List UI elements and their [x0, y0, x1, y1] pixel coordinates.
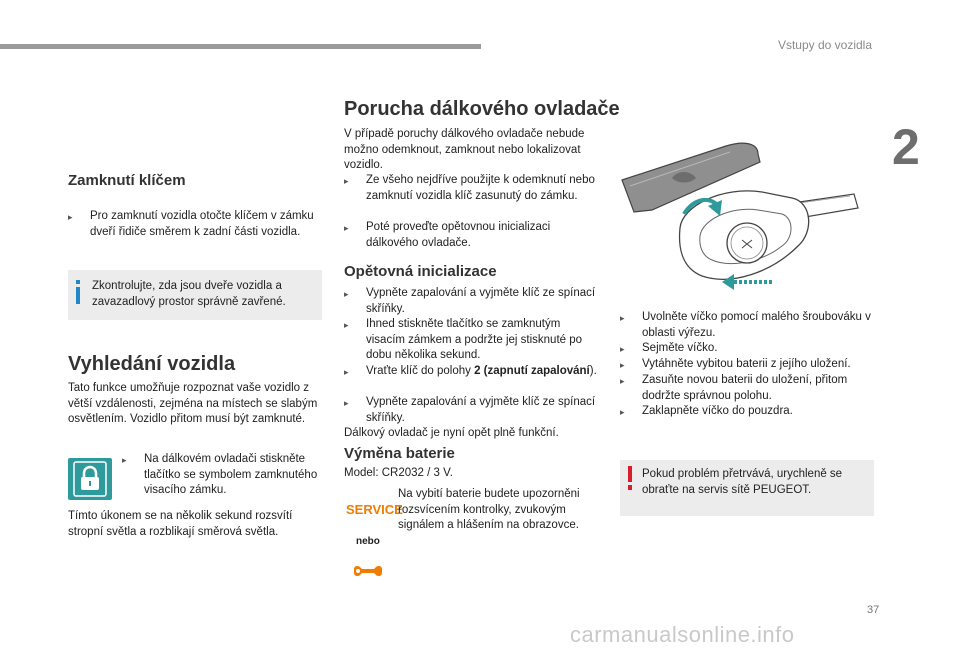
bullet-marker-icon: ▸	[344, 176, 349, 186]
bullet-marker-icon: ▸	[620, 407, 625, 417]
bullet-marker-icon: ▸	[620, 376, 625, 386]
bullet-marker-icon: ▸	[344, 367, 349, 377]
bullet-marker-icon: ▸	[344, 398, 349, 408]
locate-bullet: ▸ Na dálkovém ovladači stiskněte tlačítko se symbolem zamknutého visacího zámku.	[122, 452, 320, 499]
remote-failure-bullet-1: ▸ Ze všeho nejdříve použijte k odemknutí nebo zamknutí vozidla klíč zasunutý do zámku.	[344, 173, 600, 204]
page-number: 37	[867, 604, 880, 616]
warning-text: Pokud problém přetrvává, urychleně se obraťte na servis sítě PEUGEOT.	[642, 468, 843, 496]
or-label: nebo	[356, 536, 380, 547]
battery-title: Výměna baterie	[344, 445, 455, 462]
padlock-icon	[68, 458, 112, 500]
locate-title: Vyhledání vozidla	[68, 353, 236, 375]
reinit-title: Opětovná inicializace	[344, 263, 497, 280]
reinit-bullet-2: ▸ Ihned stiskněte tlačítko se zamknutým visacím zámkem a podržte jej stisknuté po dobu několika sekund.	[344, 317, 600, 364]
chapter-number: 2	[892, 119, 920, 175]
info-text: Zkontrolujte, zda jsou dveře vozidla a zavazadlový prostor správně zavřené.	[92, 280, 286, 308]
remote-failure-intro: V případě poruchy dálkového ovladače nebude možno odemknout, zamknout nebo lokalizovat vozidlo.	[344, 128, 585, 171]
watermark: carmanualsonline.info	[570, 622, 795, 647]
bullet-marker-icon: ▸	[620, 313, 625, 323]
lock-key-bullet: ▸ Pro zamknutí vozidla otočte klíčem v zámku dveří řidiče směrem k zadní části vozidla.	[68, 209, 318, 240]
header-rule	[0, 44, 481, 49]
battery-step-5: ▸ Zaklapněte víčko do pouzdra.	[620, 404, 878, 421]
reinit-bullet-4: ▸ Vypněte zapalování a vyjměte klíč ze spínací skříňky.	[344, 395, 600, 426]
reinit-bullet-3: ▸ Vraťte klíč do polohy 2 (zapnutí zapalování).	[344, 364, 600, 381]
battery-step-1: ▸ Uvolněte víčko pomocí malého šroubováku v oblasti výřezu.	[620, 310, 878, 341]
remote-failure-title: Porucha dálkového ovladače	[344, 98, 620, 120]
reinit-bullet-1: ▸ Vypněte zapalování a vyjměte klíč ze spínací skříňky.	[344, 286, 600, 317]
wrench-icon	[352, 564, 384, 578]
battery-step-2: ▸ Sejměte víčko.	[620, 341, 878, 358]
bullet-marker-icon: ▸	[344, 320, 349, 330]
service-warning-icon	[346, 501, 403, 517]
locate-intro: Tato funkce umožňuje rozpoznat vaše vozidlo z větší vzdálenosti, zejména na místech se slabým osvětlením. Vozidlo přitom musí být zamknuté.	[68, 382, 318, 425]
remote-failure-bullet-2: ▸ Poté proveďte opětovnou inicializaci dálkového ovladače.	[344, 220, 600, 251]
warning-icon	[626, 466, 634, 490]
info-icon	[74, 280, 82, 304]
key-fob-illustration	[622, 136, 872, 296]
bullet-marker-icon: ▸	[344, 289, 349, 299]
bullet-marker-icon: ▸	[344, 223, 349, 233]
battery-model: Model: CR2032 / 3 V.	[344, 467, 453, 479]
reinit-result: Dálkový ovladač je nyní opět plně funkční.	[344, 427, 559, 439]
bullet-marker-icon: ▸	[68, 212, 73, 222]
bullet-marker-icon: ▸	[122, 455, 127, 465]
battery-step-4: ▸ Zasuňte novou baterii do uložení, přitom dodržte správnou polohu.	[620, 373, 878, 404]
section-title: Vstupy do vozidla	[777, 38, 872, 52]
bullet-marker-icon: ▸	[620, 360, 625, 370]
bullet-marker-icon: ▸	[620, 344, 625, 354]
svg-text:SERVICE: SERVICE	[346, 502, 403, 517]
battery-notice: Na vybití baterie budete upozorněni rozsvícením kontrolky, zvukovým signálem a hlášením na obrazovce.	[398, 488, 580, 531]
battery-step-3: ▸ Vytáhněte vybitou baterii z jejího uložení.	[620, 357, 878, 374]
lock-key-title: Zamknutí klíčem	[68, 172, 186, 189]
locate-result: Tímto úkonem se na několik sekund rozsvítí stropní světla a rozblikají směrová světla.	[68, 510, 293, 538]
